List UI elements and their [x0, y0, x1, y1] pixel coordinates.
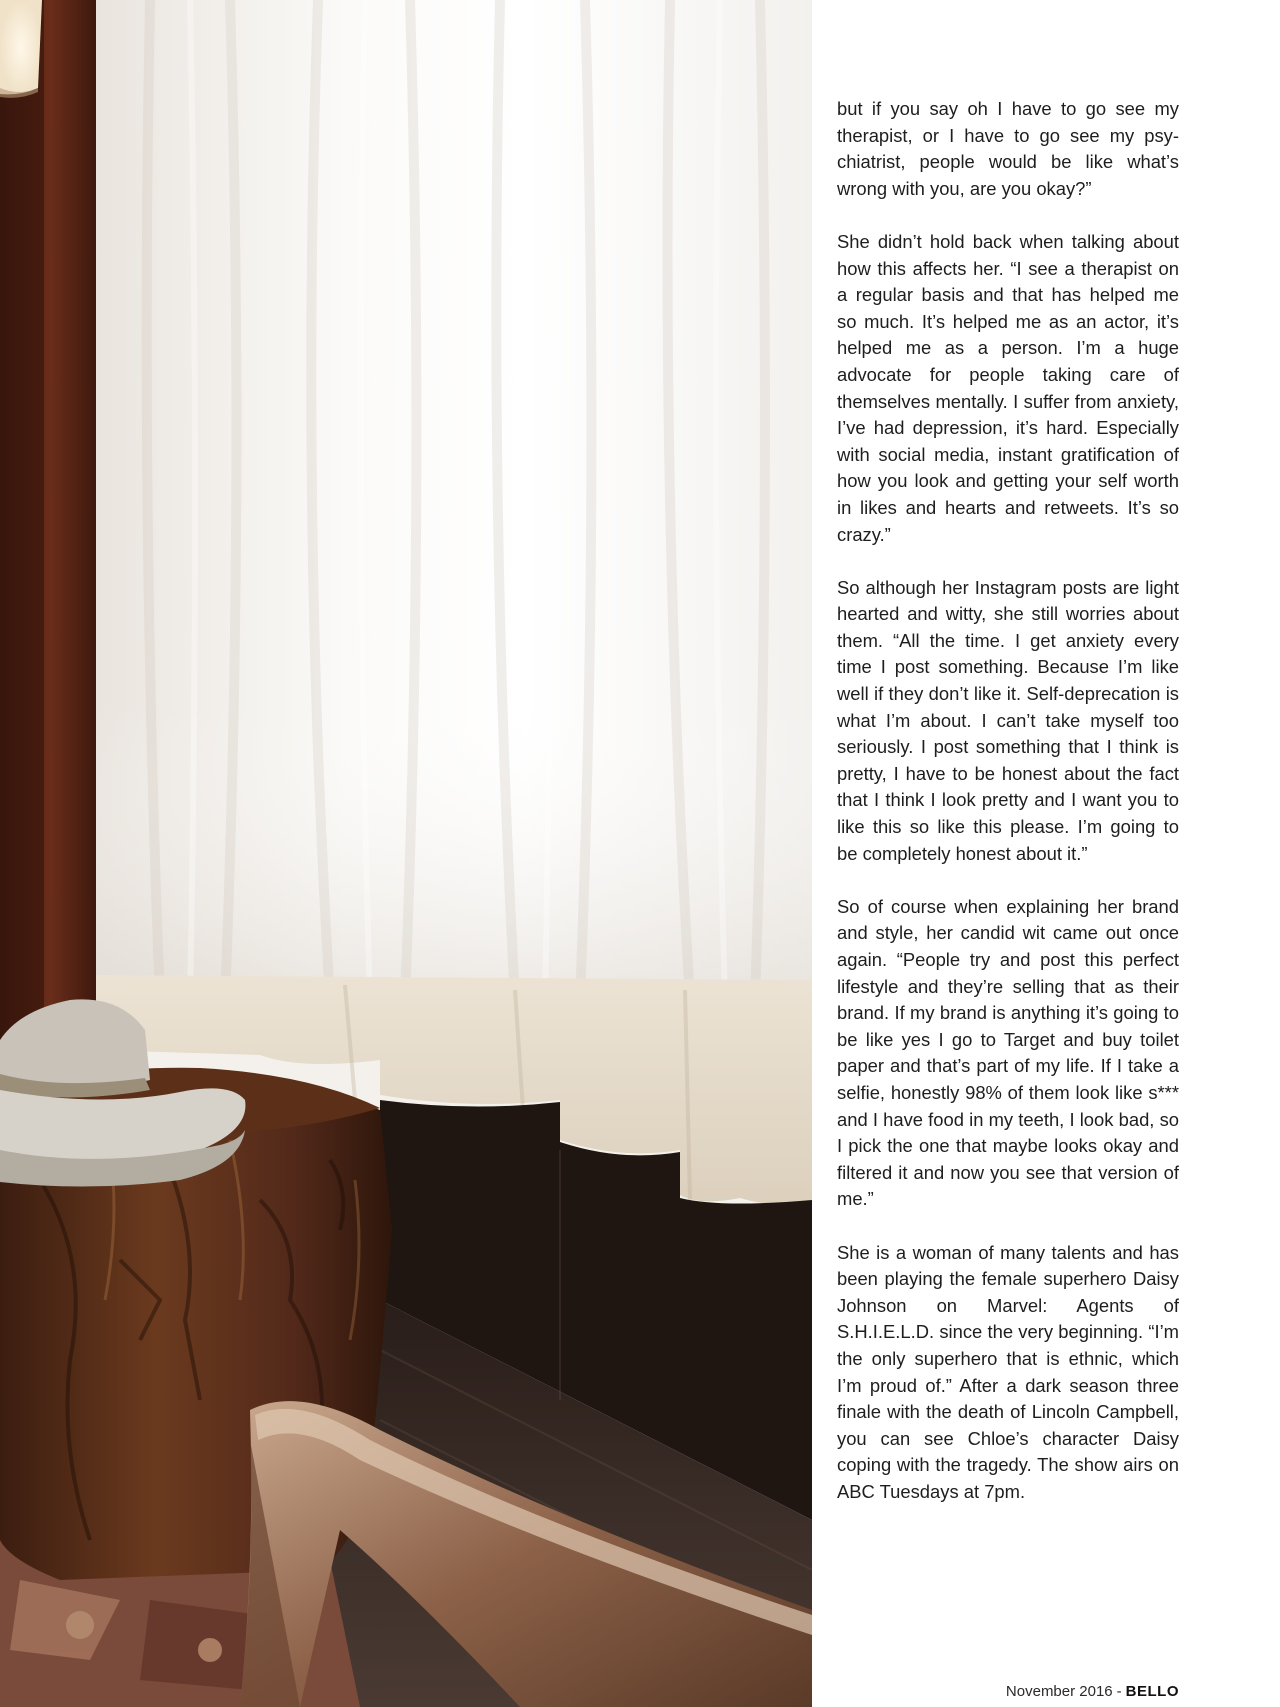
article-body — [837, 96, 1179, 1532]
magazine-name: BELLO — [1125, 1683, 1179, 1700]
page-footer — [1006, 1683, 1179, 1700]
issue-date: November 2016 — [1005, 1683, 1113, 1700]
article-paragraph: So of course when explaining her brand and style, her candid wit came out once again. “People try and post this perfect lifestyle and they’re selling that as their brand. If my brand is anything it’s going to be like yes I go to Target and buy toilet paper and that’s part of my life. If I take a selfie, honestly 98% of them look like s*** and I have food in my teeth, I look bad, so I pick the one that maybe looks okay and filtered it and now you see that version of me.” — [837, 895, 1179, 1210]
article-paragraph: She didn’t hold back when talking about how this affects her. “I see a therapist on a regular basis and that has helped me so much. It’s helped me as an actor, it’s helped me as a person. I’m a huge advocate for people taking care of themselves mentally. I suffer from anxiety, I’ve had depression, it’s hard. Especially with social media, instant gratification of how you look and getting your self worth in likes and hearts and retweets. It’s so crazy.” — [837, 230, 1179, 545]
article-paragraph: but if you say oh I have to go see my therapist, or I have to go see my psychiatrist, people would be like what’s wrong with you, are you okay?” — [837, 98, 1179, 199]
article-paragraph: So although her Instagram posts are light hearted and witty, she still worries about them. “All the time. I get anxiety every time I post something. Because I’m like well if they don’t like it. Self-deprecation is what I’m about. I can’t take myself too seriously. I post something that I think is pretty, I have to be honest about the fact that I think I look pretty and I want you to like this so like this please. I’m going to be completely honest about it.” — [837, 576, 1179, 864]
footer-separator: - — [1116, 1683, 1122, 1700]
article-paragraph: She is a woman of many talents and has been playing the female superhero Daisy Johnson on Marvel: Agents of S.H.I.E.L.D. since the very beginning. “I’m the only superhero that is ethnic, which I’m proud of.” After a dark season three finale with the death of Lincoln Campbell, you can see Chloe’s character Daisy coping with the tragedy. The show airs on ABC Tuesdays at 7pm. — [837, 1241, 1179, 1502]
